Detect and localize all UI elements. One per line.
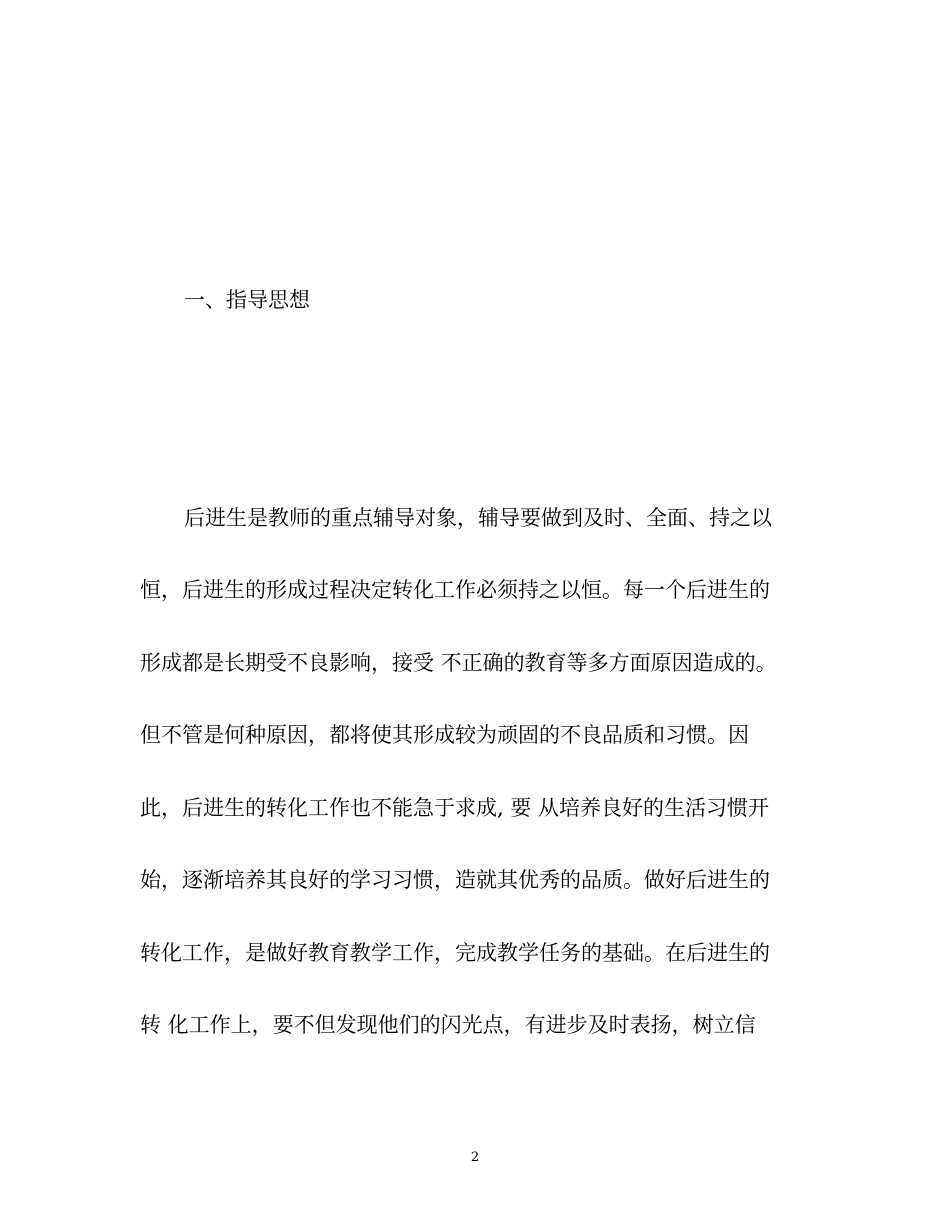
paragraph-line-1: 后进生是教师的重点辅导对象，辅导要做到及时、全面、持之以 — [184, 506, 772, 530]
page-number: 2 — [470, 1150, 480, 1165]
paragraph-line-5: 此，后进生的转化工作也不能急于求成, 要 从培养良好的生活习惯开 — [140, 796, 770, 820]
paragraph-line-3: 形成都是长期受不良影响，接受 不正确的教育等多方面原因造成的。 — [140, 651, 777, 675]
paragraph-line-8: 转 化工作上，要不但发现他们的闪光点，有进步及时表扬，树立信 — [140, 1013, 756, 1037]
paragraph-line-7: 转化工作，是做好教育教学工作，完成教学任务的基础。在后进生的 — [140, 941, 770, 965]
paragraph-line-2: 恒，后进生的形成过程决定转化工作必须持之以恒。每一个后进生的 — [140, 578, 770, 602]
section-heading: 一、指导思想 — [184, 288, 310, 312]
paragraph-line-4: 但不管是何种原因，都将使其形成较为顽固的不良品质和习惯。因 — [140, 723, 749, 747]
paragraph-line-6: 始，逐渐培养其良好的学习习惯，造就其优秀的品质。做好后进生的 — [140, 868, 770, 892]
